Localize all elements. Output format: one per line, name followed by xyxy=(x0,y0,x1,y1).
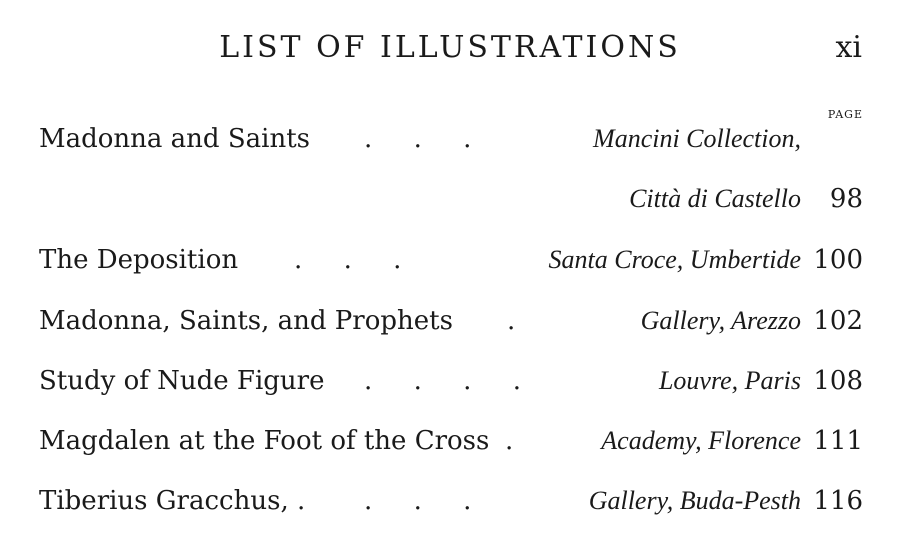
illustration-location: Mancini Collection, xyxy=(593,124,801,153)
dot-leader: . xyxy=(505,426,514,456)
list-item xyxy=(39,300,863,340)
page-number: xi xyxy=(835,30,862,65)
illustration-title: Magdalen at the Foot of the Cross xyxy=(39,426,490,456)
running-title: LIST OF ILLUSTRATIONS xyxy=(219,30,681,65)
list-item xyxy=(39,239,863,279)
illustration-title: Madonna and Saints xyxy=(39,124,310,154)
illustration-location: Academy, Florence xyxy=(601,426,801,455)
illustration-location: Città di Castello xyxy=(629,184,801,213)
illustration-page: 102 xyxy=(813,306,863,336)
illustration-page: 116 xyxy=(813,486,863,516)
illustration-page: 98 xyxy=(829,184,863,214)
page-column-label: PAGE xyxy=(827,108,863,121)
illustration-page: 108 xyxy=(813,366,863,396)
illustration-title: The Deposition xyxy=(39,245,239,275)
illustration-location: Santa Croce, Umbertide xyxy=(548,245,801,274)
list-item xyxy=(39,360,863,400)
list-item xyxy=(39,420,863,460)
illustration-location: Louvre, Paris xyxy=(658,366,801,395)
illustration-location: Gallery, Arezzo xyxy=(640,306,801,335)
illustration-title: Tiberius Gracchus, . xyxy=(39,486,306,516)
list-item xyxy=(39,118,863,158)
illustration-page: 111 xyxy=(813,426,863,456)
dot-leader: . . . . xyxy=(364,366,522,396)
list-item xyxy=(39,178,863,218)
dot-leader: . . . xyxy=(364,124,472,154)
illustration-title: Madonna, Saints, and Prophets xyxy=(39,306,453,336)
dot-leader: . . . xyxy=(364,486,472,516)
illustration-page: 100 xyxy=(813,245,863,275)
dot-leader: . . . xyxy=(294,245,402,275)
illustration-location: Gallery, Buda-Pesth xyxy=(588,486,801,515)
list-item xyxy=(39,480,863,520)
dot-leader: . xyxy=(507,306,516,336)
illustration-title: Study of Nude Figure xyxy=(39,366,325,396)
